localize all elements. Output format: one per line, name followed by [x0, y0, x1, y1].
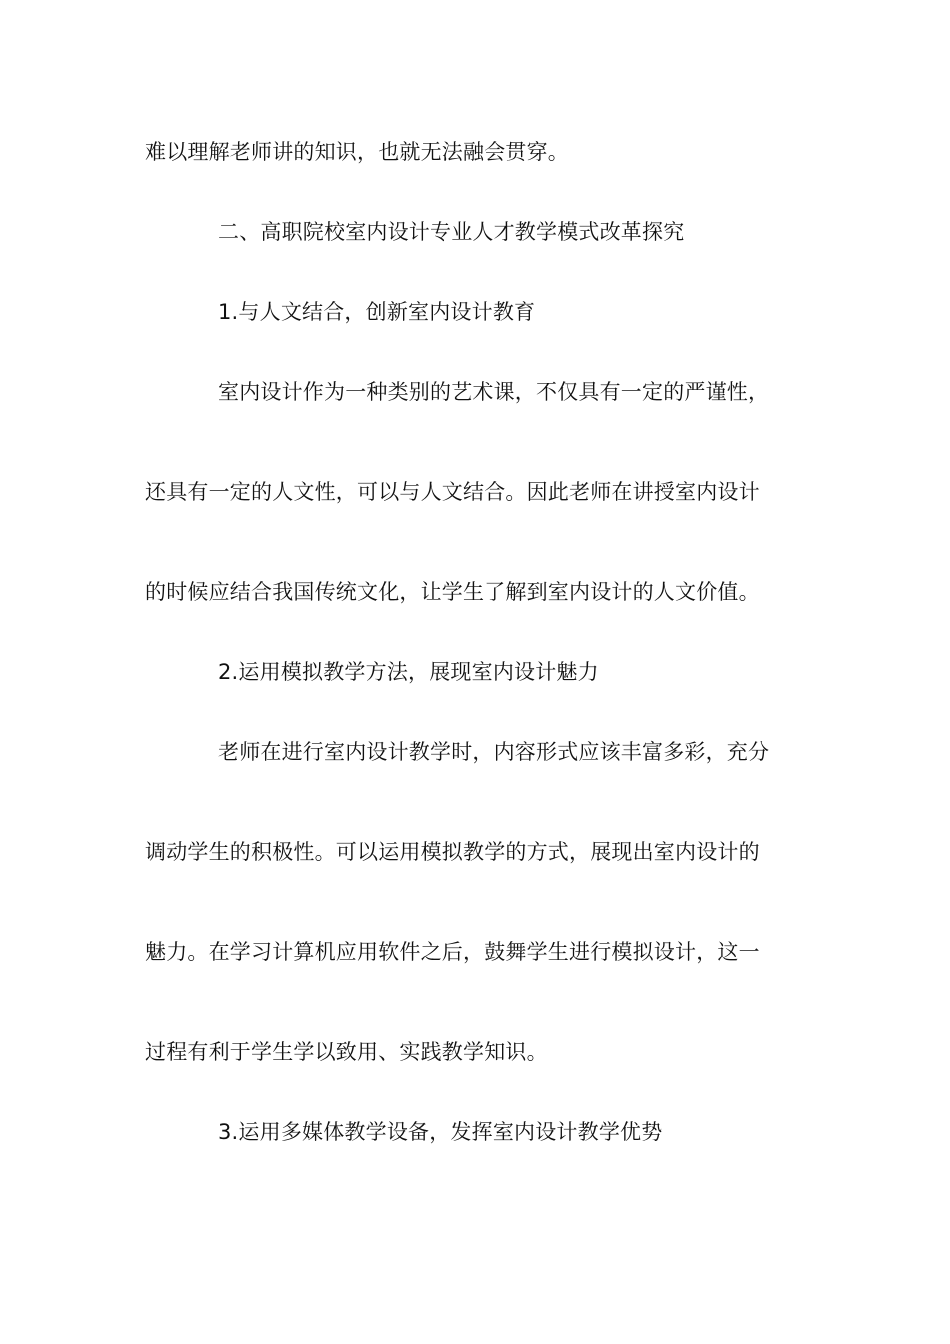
paragraph-line: 魅力。在学习计算机应用软件之后，鼓舞学生进行模拟设计，这一	[145, 940, 760, 964]
paragraph-line: 还具有一定的人文性，可以与人文结合。因此老师在讲授室内设计	[145, 480, 760, 504]
subsection-heading-3: 3.运用多媒体教学设备，发挥室内设计教学优势	[218, 1120, 663, 1144]
paragraph-continuation-line: 难以理解老师讲的知识，也就无法融会贯穿。	[145, 140, 569, 164]
paragraph-line: 老师在进行室内设计教学时，内容形式应该丰富多彩，充分	[218, 740, 770, 764]
paragraph-line: 过程有利于学生学以致用、实践教学知识。	[145, 1040, 548, 1064]
section-heading: 二、高职院校室内设计专业人才教学模式改革探究	[218, 220, 685, 244]
paragraph-line: 的时候应结合我国传统文化，让学生了解到室内设计的人文价值。	[145, 580, 760, 604]
paragraph-line: 室内设计作为一种类别的艺术课，不仅具有一定的严谨性，	[218, 380, 770, 404]
subsection-heading-2: 2.运用模拟教学方法，展现室内设计魅力	[218, 660, 599, 684]
subsection-heading-1: 1.与人文结合，创新室内设计教育	[218, 300, 536, 324]
paragraph-line: 调动学生的积极性。可以运用模拟教学的方式，展现出室内设计的	[145, 840, 760, 864]
